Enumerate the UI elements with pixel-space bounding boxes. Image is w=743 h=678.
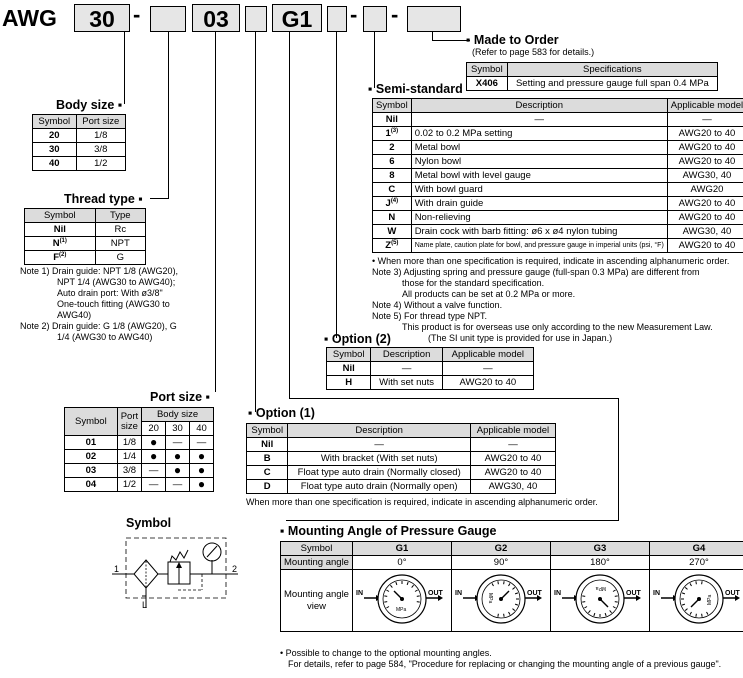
pneumatic-symbol [112,530,248,614]
table-row: 02 1/4 ● ● ● [65,450,214,464]
mount-symbol: G3 [550,542,649,556]
svg-text:OUT: OUT [427,589,443,597]
table-row: 40 1/2 [33,157,126,171]
thread-type-notes [20,266,178,343]
body-size-code: 30 [74,4,130,32]
note-line: 1/4 (AWG30 to AWG40) [57,332,153,342]
mounting-notes [280,648,721,670]
unavailable-dash: — [142,464,166,478]
symbol-cell: $Z^{(5)}$ [373,239,412,253]
model-cell: AWG20 to 40 [667,127,743,141]
note-line: Note 3) Adjusting spring and pressure gauge (full-span 0.3 MPa) are different from [372,267,700,277]
mounting-table: Symbol G1 G2 G3 G4 Mounting angle 0° 90° 180° 270° Mounting angle view IN OUT MPa IN OUT MPa IN OUT MPa IN OUT MPa [280,541,743,632]
mount-view [451,570,550,632]
semi-standard-title: ▪ Semi-standard [368,82,463,96]
unavailable-dash: — [190,436,214,450]
option2-code [327,6,347,32]
option2-table: Symbol Description Applicable model Nil — — H With set nuts AWG20 to 40 [326,347,534,390]
semi-standard-notes [372,256,729,344]
pressure-gauge-view [455,571,547,627]
model-cell: AWG30, 40 [667,169,743,183]
made-to-order-code [407,6,461,32]
symbol-cell: W [373,225,412,239]
thread-type-title: Thread type ▪ [64,192,143,206]
description-cell: Nylon bowl [411,155,667,169]
thread-type-code [150,6,186,32]
mount-view [352,570,451,632]
note-line: (The SI unit type is provided for use in Japan.) [428,333,613,343]
symbol-cell: $J^{(4)}$ [373,197,412,211]
table-row [373,239,743,253]
mounting-angle-code: G1 [272,4,322,32]
model-cell: — [667,113,743,127]
svg-text:OUT: OUT [526,589,542,597]
thread-type-table: Symbol Type Nil Rc $N^{(1)}$ NPT $F^{(2)}$ G [24,208,146,265]
semi-standard-table: Symbol Description Applicable model Nil — — 1$^{(3)}$ 0.02 to 0.2 MPa setting AWG20 to 40 2 Metal bowl AWG20 to 40 6 Nylon bowl AWG20 to 40 8 Metal bowl with level gauge AWG30, 40 C With bowl guard AWG20 $J^{(4)}$ With drain guide AWG20 to 40 N Non-relieving AWG20 to 40 W Drain cock with barb fitting: ø6 x ø4 nylon tubing AWG30, 40 $Z^{(5)}$ Name plate, caution plate for bowl, and pressure gauge in imperial units (psi, °F) AWG20 to 40 [372,98,743,253]
table-row [373,211,743,225]
table-row: D Float type auto drain (Normally open) AWG30, 40 [247,480,556,494]
code-dash: - [391,2,399,27]
table-row [373,155,743,169]
symbol-cell: Nil [373,113,412,127]
unavailable-dash: — [166,436,190,450]
pressure-gauge-view [356,571,448,627]
model-cell: AWG20 to 40 [667,141,743,155]
model-prefix: AWG [2,5,57,31]
port-size-code: 03 [192,4,240,32]
table-row: 03 3/8 — ● ● [65,464,214,478]
table-row [373,141,743,155]
port-size-table: Symbol Port size Body size 20 30 40 01 1/8 ● — — 02 1/4 ● ● ● 03 3/8 — ● ● 04 1/2 — — ● [64,407,214,492]
svg-text:IN: IN [454,589,462,597]
svg-text:IN: IN [652,589,660,597]
table-row [373,113,743,127]
table-row [373,183,743,197]
table-row: Nil — — [247,438,556,452]
note-line: • When more than one specification is required, indicate in ascending alphanumeric order. [372,256,730,266]
note-line: Note 4) Without a valve function. [372,300,503,310]
description-cell: Metal bowl with level gauge [411,169,667,183]
available-dot: ● [190,478,214,492]
mount-angle: 270° [649,556,743,570]
svg-text:MPa: MPa [395,606,407,613]
table-row: B With bracket (With set nuts) AWG20 to 40 [247,452,556,466]
description-cell: 0.02 to 0.2 MPa setting [411,127,667,141]
unavailable-dash: — [142,478,166,492]
note-line: those for the standard specification. [402,278,545,288]
table-row: $N^{(1)}$ NPT [25,237,146,251]
symbol-port-2: 2 [232,564,238,574]
mounting-title: ▪ Mounting Angle of Pressure Gauge [280,524,497,538]
mount-angle: 0° [352,556,451,570]
semi-standard-code [363,6,387,32]
note-line: Auto drain port: With ø3/8" [57,288,163,298]
pressure-gauge-view [653,571,743,627]
mount-angle: 90° [451,556,550,570]
available-dot: ● [166,450,190,464]
symbol-cell: 6 [373,155,412,169]
pressure-gauge-view [554,571,646,627]
unavailable-dash: — [166,478,190,492]
svg-text:IN: IN [355,589,363,597]
note-line: For details, refer to page 584, "Procedure for replacing or changing the mounting angle of a previous gauge". [288,659,722,669]
mount-view [649,570,743,632]
table-row: H With set nuts AWG20 to 40 [327,376,534,390]
table-row: 30 3/8 [33,143,126,157]
note-line: Note 5) For thread type NPT. [372,311,488,321]
table-row: 20 1/8 [33,129,126,143]
note-line: • Possible to change to the optional mounting angles. [280,648,492,658]
symbol-port-1: 1 [114,564,120,574]
port-size-title: Port size ▪ [150,390,211,404]
description-cell: With drain guide [411,197,667,211]
body-size-title: Body size ▪ [56,98,123,112]
available-dot: ● [166,464,190,478]
svg-text:MPa: MPa [595,584,606,591]
body-size-table: Symbol Port size 20 1/8 30 3/8 40 1/2 [32,114,126,171]
mount-symbol: G1 [352,542,451,556]
note-line: All products can be set at 0.2 MPa or more. [402,289,576,299]
symbol-cell: 8 [373,169,412,183]
option1-title: ▪ Option (1) [248,406,315,420]
note-line: This product is for overseas use only according to the new Measurement Law. [402,322,713,332]
mount-angle: 180° [550,556,649,570]
svg-text:IN: IN [553,589,561,597]
description-cell: With bowl guard [411,183,667,197]
table-row: 04 1/2 — — ● [65,478,214,492]
made-to-order-ref: (Refer to page 583 for details.) [472,47,595,57]
model-cell: AWG20 to 40 [667,155,743,169]
mount-symbol: G2 [451,542,550,556]
code-dash: - [133,2,141,27]
table-row [373,127,743,141]
table-row [373,225,743,239]
note-line: NPT 1/4 (AWG30 to AWG40); [57,277,176,287]
table-row [373,197,743,211]
table-row: C Float type auto drain (Normally closed) AWG20 to 40 [247,466,556,480]
note-line: Note 1) Drain guide: NPT 1/8 (AWG20), [20,266,179,276]
svg-text:MPa: MPa [486,592,493,604]
table-row: Nil Rc [25,223,146,237]
description-cell: Non-relieving [411,211,667,225]
table-row: $F^{(2)}$ G [25,251,146,265]
available-dot: ● [142,450,166,464]
option1-table: Symbol Description Applicable model Nil — — B With bracket (With set nuts) AWG20 to 40 C Float type auto drain (Normally closed) AWG20 to 40 D Float type auto drain (Normally open) AWG30, 40 [246,423,556,494]
svg-text:OUT: OUT [724,589,740,597]
model-cell: AWG20 to 40 [667,197,743,211]
table-row: 01 1/8 ● — — [65,436,214,450]
symbol-cell: N [373,211,412,225]
option1-note: When more than one specification is required, indicate in ascending alphanumeric order. [246,497,598,507]
description-cell: Drain cock with barb fitting: ø6 x ø4 nylon tubing [411,225,667,239]
table-row [373,169,743,183]
made-to-order-title: ▪ Made to Order [466,33,559,47]
symbol-cell: C [373,183,412,197]
note-line: AWG40) [57,310,92,320]
model-cell: AWG30, 40 [667,225,743,239]
made-to-order-table: Symbol Specifications X406 Setting and pressure gauge full span 0.4 MPa [466,62,718,91]
description-cell: Name plate, caution plate for bowl, and pressure gauge in imperial units (psi, °F) [411,239,667,253]
note-line: One-touch fitting (AWG30 to [57,299,170,309]
symbol-cell: 1$^{(3)}$ [373,127,412,141]
mount-symbol: G4 [649,542,743,556]
symbol-cell: 2 [373,141,412,155]
option2-title: ▪ Option (2) [324,332,391,346]
model-cell: AWG20 [667,183,743,197]
description-cell: — [411,113,667,127]
mount-view [550,570,649,632]
available-dot: ● [142,436,166,450]
description-cell: Metal bowl [411,141,667,155]
table-row: Nil — — [327,362,534,376]
svg-text:OUT: OUT [625,589,641,597]
symbol-title: Symbol [126,516,172,530]
available-dot: ● [190,464,214,478]
model-cell: AWG20 to 40 [667,239,743,253]
model-cell: AWG20 to 40 [667,211,743,225]
symbol-port-l: L [142,600,148,610]
note-line: Note 2) Drain guide: G 1/8 (AWG20), G [20,321,177,331]
option1-code [245,6,267,32]
code-dash: - [350,2,358,27]
svg-text:MPa: MPa [706,594,713,605]
available-dot: ● [190,450,214,464]
